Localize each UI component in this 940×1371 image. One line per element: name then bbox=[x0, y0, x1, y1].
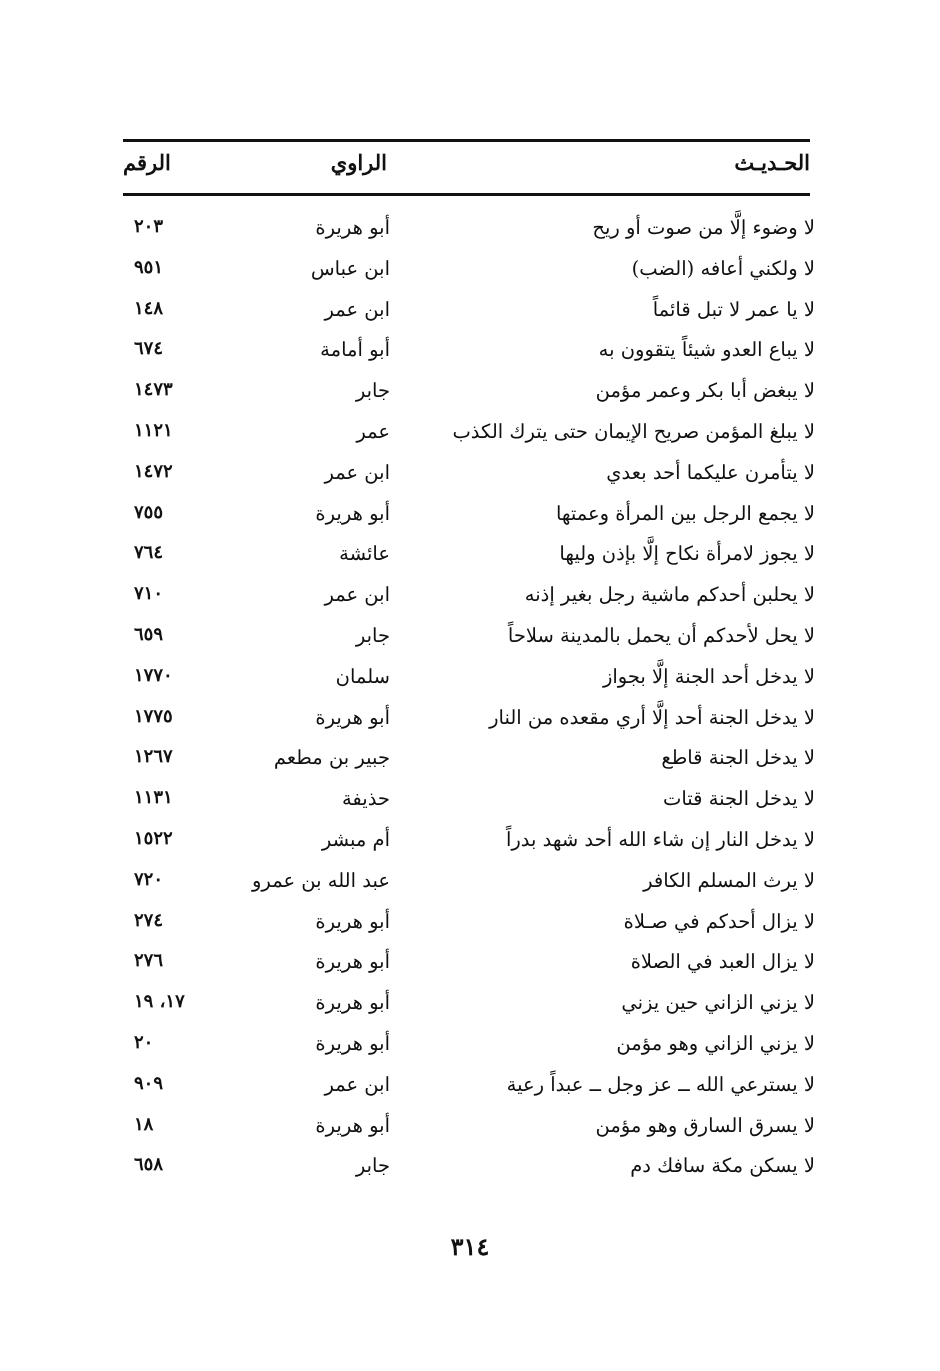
narrator-name: حذيفة bbox=[341, 787, 390, 811]
narrator-name: جابر bbox=[355, 623, 390, 647]
hadith-number: ١٤٧٣ bbox=[134, 379, 173, 401]
hadith-number: ٢٧٦ bbox=[134, 950, 164, 972]
table-row bbox=[110, 253, 815, 294]
hadith-text: لا يزال العبد في الصلاة bbox=[630, 950, 815, 974]
table-row bbox=[110, 865, 815, 906]
narrator-name: عائشة bbox=[339, 542, 390, 566]
hadith-text: لا يتأمرن عليكما أحد بعدي bbox=[606, 460, 815, 484]
hadith-text: لا يزني الزاني وهو مؤمن bbox=[616, 1031, 815, 1055]
hadith-number: ٩٠٩ bbox=[134, 1072, 164, 1094]
table-row bbox=[110, 1069, 815, 1110]
hadith-number: ٦٥٨ bbox=[134, 1154, 164, 1176]
hadith-number: ٢٠٣ bbox=[134, 216, 164, 237]
hadith-text: لا يجوز لامرأة نكاح إلَّا بإذن وليها bbox=[559, 542, 815, 566]
table-row bbox=[110, 538, 815, 579]
table-row bbox=[110, 661, 815, 702]
table-row bbox=[110, 334, 815, 375]
hadith-text: لا يدخل الجنة أحد إلَّا أري مقعده من النار bbox=[489, 705, 815, 729]
hadith-number: ٢٧٤ bbox=[134, 909, 164, 931]
narrator-name: أم مبشر bbox=[321, 827, 390, 851]
table-row bbox=[110, 946, 815, 987]
hadith-text: لا يحلبن أحدكم ماشية رجل بغير إذنه bbox=[524, 583, 815, 607]
table-row bbox=[110, 1028, 815, 1069]
hadith-number: ٦٧٤ bbox=[134, 338, 164, 360]
header-narrator: الراوي bbox=[330, 150, 387, 175]
table-row bbox=[110, 579, 815, 620]
hadith-number: ٦٥٩ bbox=[134, 623, 164, 645]
hadith-text: لا يزال أحدكم في صـلاة bbox=[623, 909, 815, 933]
page-number: ٣١٤ bbox=[450, 1232, 490, 1261]
hadith-number: ٧٦٤ bbox=[134, 542, 164, 564]
narrator-name: أبو هريرة bbox=[315, 909, 390, 933]
table-row bbox=[110, 906, 815, 947]
hadith-number: ١٢٦٧ bbox=[134, 746, 173, 768]
narrator-name: أبو هريرة bbox=[315, 1113, 390, 1137]
table-row bbox=[110, 1150, 815, 1191]
narrator-name: أبو هريرة bbox=[315, 216, 390, 239]
hadith-number: ١٤٧٢ bbox=[134, 460, 173, 482]
table-row bbox=[110, 212, 815, 253]
hadith-text: لا وضوء إلَّا من صوت أو ريح bbox=[592, 216, 815, 239]
table-header bbox=[123, 146, 810, 188]
narrator-name: ابن عمر bbox=[324, 583, 390, 607]
hadith-text: لا يسرق السارق وهو مؤمن bbox=[595, 1113, 815, 1137]
hadith-number: ١٨ bbox=[134, 1113, 154, 1135]
narrator-name: أبو أمامة bbox=[320, 338, 390, 362]
hadith-index-table bbox=[110, 212, 815, 1191]
narrator-name: سلمان bbox=[335, 664, 390, 688]
hadith-number: ١٥٢٢ bbox=[134, 827, 173, 849]
table-row bbox=[110, 294, 815, 335]
table-top-rule bbox=[123, 139, 810, 142]
narrator-name: ابن عمر bbox=[324, 297, 390, 321]
hadith-text: لا يسترعي الله ــ عز وجل ــ عبداً رعية bbox=[506, 1072, 815, 1096]
table-row bbox=[110, 742, 815, 783]
table-row bbox=[110, 457, 815, 498]
hadith-number: ١٧، ١٩ bbox=[134, 991, 185, 1013]
hadith-text: لا يسكن مكة سافك دم bbox=[630, 1154, 815, 1178]
header-number: الرقم bbox=[123, 150, 171, 175]
hadith-text: لا يدخل النار إن شاء الله أحد شهد بدراً bbox=[505, 827, 815, 851]
narrator-name: جابر bbox=[355, 379, 390, 403]
hadith-number: ١٤٨ bbox=[134, 297, 164, 319]
table-row bbox=[110, 824, 815, 865]
narrator-name: ابن عمر bbox=[324, 1072, 390, 1096]
table-row bbox=[110, 702, 815, 743]
table-row bbox=[110, 416, 815, 457]
hadith-number: ٧٥٥ bbox=[134, 501, 164, 523]
table-row bbox=[110, 375, 815, 416]
table-row bbox=[110, 987, 815, 1028]
hadith-number: ١١٣١ bbox=[134, 787, 173, 809]
hadith-number: ١٧٧٠ bbox=[134, 664, 173, 686]
hadith-number: ٩٥١ bbox=[134, 256, 164, 278]
narrator-name: أبو هريرة bbox=[315, 991, 390, 1015]
narrator-name: جابر bbox=[355, 1154, 390, 1178]
narrator-name: ابن عمر bbox=[324, 460, 390, 484]
header-hadith: الحـديـث bbox=[734, 150, 810, 175]
hadith-number: ٧٢٠ bbox=[134, 868, 164, 890]
hadith-text: لا يبلغ المؤمن صريح الإيمان حتى يترك الكذب bbox=[452, 419, 815, 443]
hadith-text: لا يرث المسلم الكافر bbox=[643, 868, 815, 892]
hadith-number: ١٧٧٥ bbox=[134, 705, 173, 727]
narrator-name: عبد الله بن عمرو bbox=[252, 868, 390, 892]
narrator-name: أبو هريرة bbox=[315, 501, 390, 525]
hadith-text: لا يدخل الجنة قاطع bbox=[661, 746, 815, 770]
hadith-number: ٢٠ bbox=[134, 1031, 154, 1053]
hadith-text: لا يجمع الرجل بين المرأة وعمتها bbox=[555, 501, 815, 525]
table-row bbox=[110, 783, 815, 824]
hadith-text: لا يباع العدو شيئاً يتقوون به bbox=[598, 338, 815, 362]
narrator-name: أبو هريرة bbox=[315, 705, 390, 729]
table-header-rule bbox=[123, 193, 810, 196]
hadith-text: لا يزني الزاني حين يزني bbox=[621, 991, 815, 1015]
hadith-text: لا يا عمر لا تبل قائماً bbox=[652, 297, 815, 321]
hadith-text: لا يدخل أحد الجنة إلَّا بجواز bbox=[602, 664, 815, 688]
hadith-number: ٧١٠ bbox=[134, 583, 164, 605]
table-row bbox=[110, 1110, 815, 1151]
hadith-text: لا ولكني أعافه (الضب) bbox=[631, 256, 815, 280]
table-row bbox=[110, 620, 815, 661]
hadith-text: لا يحل لأحدكم أن يحمل بالمدينة سلاحاً bbox=[507, 623, 815, 647]
narrator-name: أبو هريرة bbox=[315, 950, 390, 974]
hadith-text: لا يبغض أبا بكر وعمر مؤمن bbox=[595, 379, 815, 403]
narrator-name: جبير بن مطعم bbox=[273, 746, 390, 770]
narrator-name: عمر bbox=[356, 419, 390, 443]
narrator-name: ابن عباس bbox=[310, 256, 390, 280]
hadith-number: ١١٢١ bbox=[134, 419, 173, 441]
table-row bbox=[110, 498, 815, 539]
narrator-name: أبو هريرة bbox=[315, 1031, 390, 1055]
hadith-text: لا يدخل الجنة قتات bbox=[663, 787, 815, 811]
